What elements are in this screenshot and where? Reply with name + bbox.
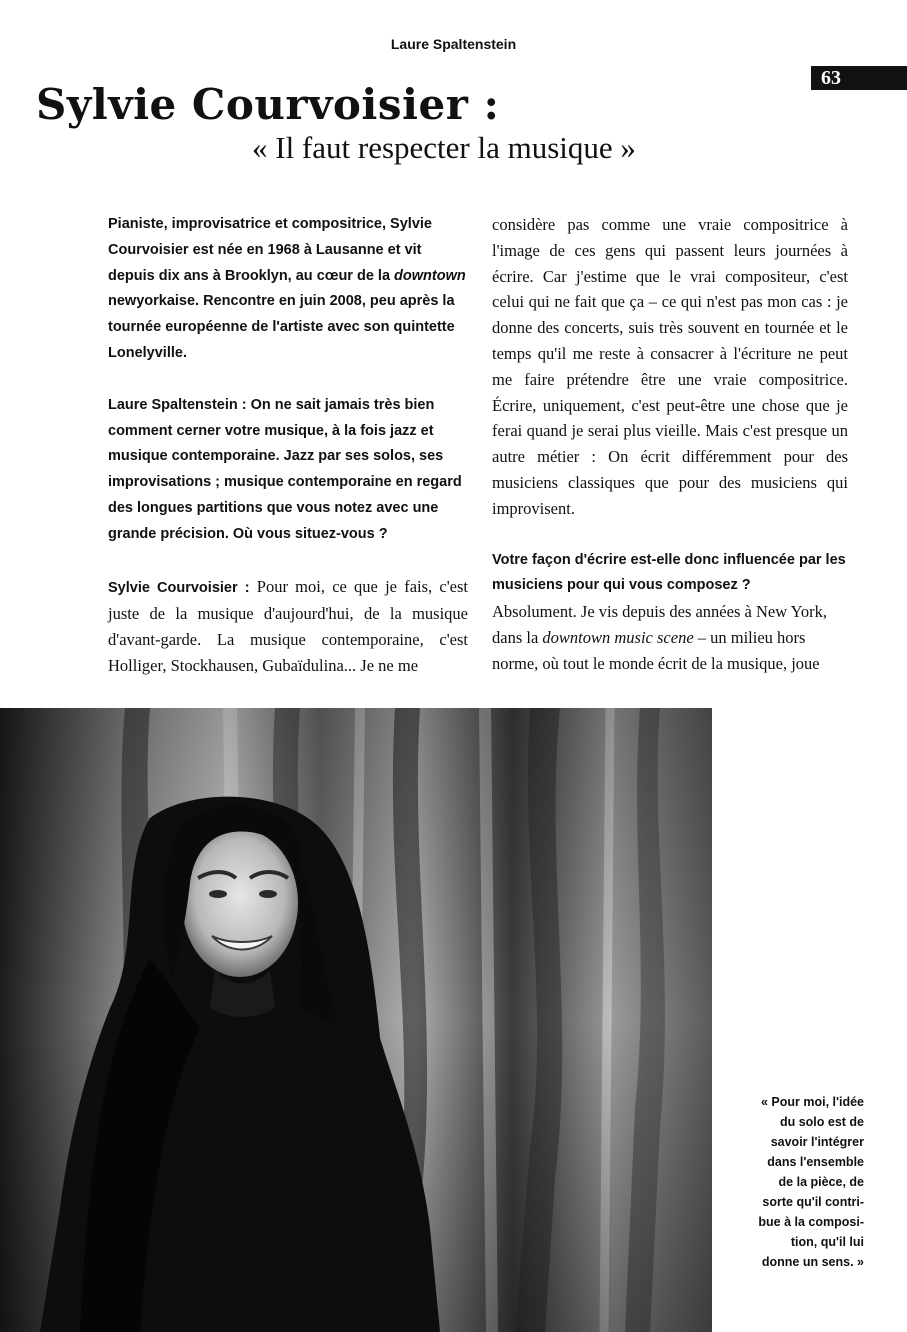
column-right	[492, 212, 848, 677]
interview-question-1: Laure Spaltenstein : On ne sait jamais très bien comment cerner votre musique, à la fois jazz et musique contemporaine. Jazz par ses solos, ses improvisations ; musique contemporaine en regard des longues partitions que vous notez avec une grande précision. Où vous situez-vous ?	[108, 396, 462, 542]
pull-quote-line: tion, qu'il lui	[790, 1235, 864, 1249]
interview-answer-2-start: Absolument. Je vis depuis des années à New York, dans la downtown music scene – un milieu hors norme, où tout le monde écrit de la musique, joue	[492, 602, 828, 673]
page-number: 63	[811, 66, 907, 90]
pull-quote-line: dans l'ensemble	[767, 1155, 864, 1169]
interview-answer-1-start: Sylvie Courvoisier : Pour moi, ce que je fais, c'est juste de la musique d'aujourd'hui, de la musique d'avant-garde. La musique contemporaine, c'est Holliger, Stockhausen, Gubaïdulina... Je ne me	[108, 576, 469, 675]
intro-paragraph: Pianiste, improvisatrice et compositrice, Sylvie Courvoisier est née en 1968 à Lausanne et vit depuis dix ans à Brooklyn, au cœur de la downtown newyorkaise. Rencontre en juin 2008, peu après la tournée européenne de l'artiste avec son quintette Lonelyville.	[108, 216, 466, 361]
pull-quote-line: donne un sens. »	[761, 1255, 864, 1269]
pull-quote	[728, 1092, 864, 1272]
column-left	[108, 212, 468, 679]
article-title: Sylvie Courvoisier :	[36, 80, 500, 129]
running-head: Laure Spaltenstein	[390, 36, 517, 52]
speaker-label: Sylvie Courvoisier :	[108, 579, 250, 596]
pull-quote-line: du solo est de	[779, 1115, 864, 1129]
article-subtitle: « Il faut respecter la musique »	[252, 130, 636, 165]
interview-question-2: Votre façon d'écrire est-elle donc influencée par les musiciens pour qui vous composez ?	[492, 551, 846, 594]
pull-quote-line: bue à la composi-	[758, 1215, 864, 1229]
pull-quote-line: « Pour moi, l'idée	[761, 1095, 864, 1109]
pull-quote-line: sorte qu'il contri-	[762, 1195, 864, 1209]
pull-quote-line: de la pièce, de	[778, 1175, 864, 1189]
portrait-photo	[0, 708, 712, 1332]
pull-quote-line: savoir l'intégrer	[770, 1135, 864, 1149]
interview-answer-1-end: considère pas comme une vraie compositrice à l'image de ces gens qui passent leurs journées à écrire. Car j'estime que le vrai compositeur, c'est celui qui ne fait que ça – ce qui n'est pas mon cas : je donne des concerts, suis très souvent en tournée et le temps qu'il me reste à consacrer à l'écriture ne peut me faire prétendre être une vraie compositrice. Écrire, uniquement, c'est peut-être une chose que je ferai quand je serai plus vieille. Mais c'est presque un autre métier : On écrit différemment pour des musiciens classiques que pour des musiciens qui improvisent.	[492, 215, 848, 518]
